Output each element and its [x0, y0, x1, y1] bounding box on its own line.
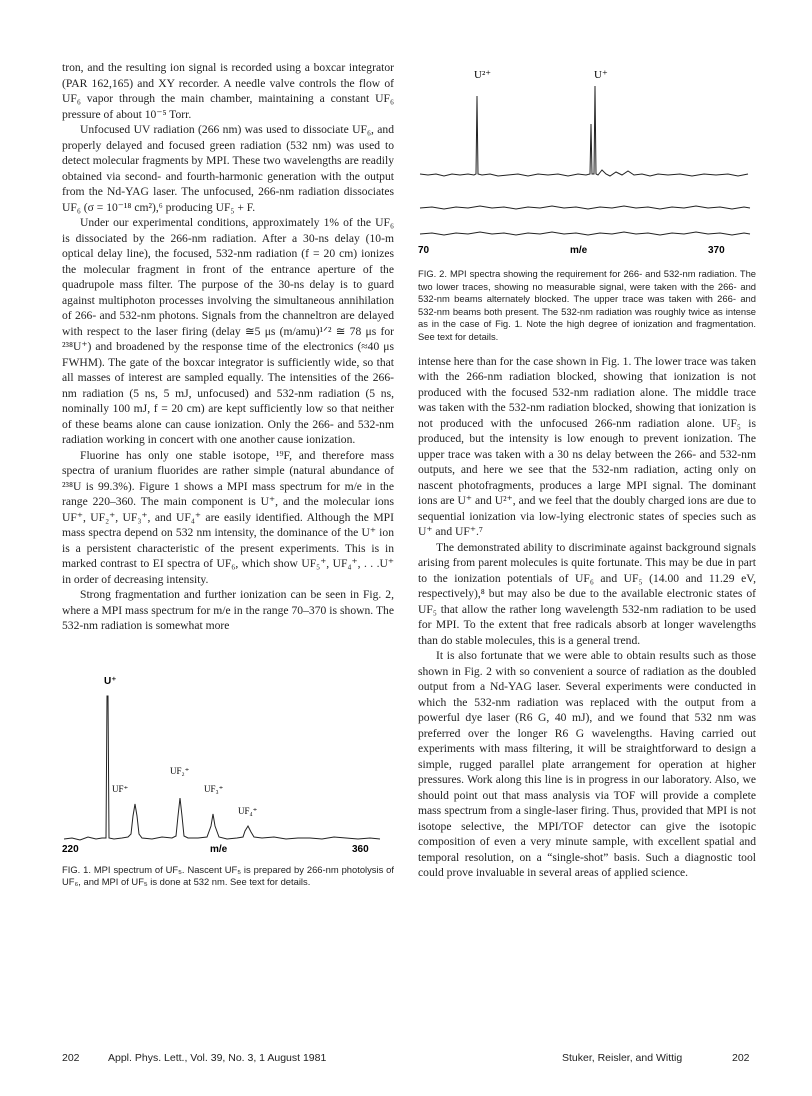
paragraph-fluorine: Fluorine has only one stable isotope, ¹⁹F, and therefore mass spectra of uranium fluorides are rather simple (natural abundance of ²³⁸U is 99.3%). Figure 1 shows a MPI mass spectrum for m/e in the range 220–360. The main component is U⁺, and the molecular ions UF⁺, UF₂⁺, UF₃⁺, and UF₄⁺ are easily identified. Although the MPI mass spectra depend on 532 nm intensity, the dominance of the U⁺ ion is a persistent characteristic of the present experiments. This is in marked contrast to EI spectra of UF₆, which show UF₅⁺, UF₄⁺, . . .U⁺ in order of decreasing intensity. — [62, 448, 394, 586]
fig1-peak-label-uf2: UF₂⁺ — [170, 765, 190, 776]
figure-2-caption: FIG. 2. MPI spectra showing the requirement for 266- and 532-nm radiation. The two lower traces, showing no measurable signal, were taken with the 266- and 532-nm beams alternately blocked. The upper trace was taken with 266- and 532-nm beams both present. The 532-nm radiation was roughly twice as intense as in the case of Fig. 1. Note the high degree of ionization and fragmentation. See text for details. — [418, 268, 756, 342]
paragraph-discrimination: The demonstrated ability to discriminate against background signals arising from parent molecules is quite fortunate. This may be due in part to the ionization potentials of UF₆ and UF₅ (14.00 and 11.29 eV, respectively),⁸ but may also be due to the available electronic states of UF₅ that allow the rather long wavelength 532-nm radiation to be used for MPI. To the extent that free radicals absorb at longer wavelengths than do stable molecules, this is a general trend. — [418, 540, 756, 647]
figure-1 — [62, 656, 394, 889]
paragraph-traces: intense here than for the case shown in Fig. 1. The lower trace was taken with the 266-nm radiation blocked, showing that ionization is not produced with the focused 532-nm radiation alone. The middle trace was taken with the 532-nm radiation blocked, showing that ionization is not produced with the unfocused 266-nm radiation alone. UF₅ is produced, but the intensity is low enough to prevent ionization. The upper trace was taken with a 30 ns delay between the 266- and 532-nm outputs, and here we see that the 532-nm radiation, acting only on nascent photofragments, produces a large MPI signal. The dominant ions are U⁺ and U²⁺, and we feel that the doubly charged ions are due to sequential ionization via low-lying electronic states of species such as U⁺ and UF⁺.⁷ — [418, 354, 756, 539]
paragraph-fragmentation: Strong fragmentation and further ionization can be seen in Fig. 2, where a MPI mass spectrum for m/e in the range 70–370 is shown. The 532-nm radiation is somewhat more — [62, 588, 394, 632]
fig1-peak-label-uf3: UF₃⁺ — [204, 783, 224, 794]
fig2-x-axis-label: m/e — [570, 245, 588, 256]
fig2-lower-trace — [420, 232, 750, 235]
page-footer — [62, 1052, 756, 1066]
figure-1-spectrum — [62, 656, 394, 856]
fig1-peak-label-u: U⁺ — [104, 675, 117, 687]
author-list: Stuker, Reisler, and Wittig — [562, 1052, 683, 1064]
paragraph-convenient-source: It is also fortunate that we were able to obtain results such as those shown in Fig. 2 with so convenient a source of radiation as the doubled output from a Nd-YAG laser. Several experiments were conducted in which the 532-nm radiation was replaced with the output from a powerful dye laser (R6 G, 40 mJ), and we found that 532 nm was preferred over the longer R6 G wavelengths. Having carried out experiments with mass filtering, it will be straightforward to design a simple, rugged parallel plate arrangement for operation at higher pressures. Work along this line is in progress in our laboratory. Also, we should point out that mass analysis via TOF will provide a complete mass spectrum from a single-laser firing. Thus, provided that MPI is not isotope selective, the MPI/TOF detector can give the isotopic composition of even a very minute sample, with excellent spatial and temporal resolution, on a “single-shot” basis. Such a diagnostic tool could prove invaluable in several areas of applied science. — [418, 649, 756, 880]
fig2-peak-label-u2: U²⁺ — [474, 69, 492, 81]
journal-citation: Appl. Phys. Lett., Vol. 39, No. 3, 1 August 1981 — [108, 1052, 327, 1064]
paragraph-method: Unfocused UV radiation (266 nm) was used to dissociate UF₆, and properly delayed and focused green radiation (532 nm) was used to detect molecular fragments by MPI. These two wavelengths are readily obtained via second- and fourth-harmonic generation with the output from the Nd-YAG laser. The unfocused, 266-nm radiation dissociates UF₆ (σ = 10⁻¹⁸ cm²),⁶ producing UF₅ + F. — [62, 123, 394, 214]
paragraph-continuation: tron, and the resulting ion signal is recorded using a boxcar integrator (PAR 162,165) and XY recorder. A needle valve controls the flow of UF₆ vapor through the main chamber, maintaining a constant UF₆ pressure of about 10⁻⁵ Torr. — [62, 61, 394, 121]
fig1-x-axis-label: m/e — [210, 843, 228, 855]
left-column — [62, 60, 394, 889]
paragraph-conditions: Under our experimental conditions, approximately 1% of the UF₆ is dissociated by the 266-nm radiation. After a 30-ns delay (10-m optical delay line), the focused, 532-nm radiation (f = 20 cm) ionizes the molecular fragment in front of the entrance aperture of the quadrupole mass filter. The purpose of the 30-ns delay is to guard against multiphoton processes involving the simultaneous annihilation of 266- and 532-nm photons. Signals from the channeltron are delayed with respect to the laser firing (delay ≅5 μs (m/amu)¹ᐟ² ≅ 78 μs for ²³⁸U⁺) and broadened by the response time of the electronics (≈40 μs FWHM). The gate of the boxcar integrator is sufficiently wide, so that all masses of interest are sampled equally. The intensities of the 266-nm radiation (5 ns, 5 mJ, unfocused) and 532-nm radiation (5 ns, nominally 100 mJ, f = 20 cm) are kept sufficiently low so that neither of these beams alone can cause ionization. Only the 266- and 532-nm radiation working in concert with one another cause ionization. — [62, 216, 394, 446]
fig2-x-min-label: 70 — [418, 245, 430, 256]
fig1-peak-label-uf: UF⁺ — [112, 783, 129, 794]
fig2-peak-label-u: U⁺ — [594, 69, 608, 81]
fig2-middle-trace — [420, 206, 750, 209]
page-number-left: 202 — [62, 1052, 80, 1064]
fig2-x-max-label: 370 — [708, 245, 725, 256]
fig2-upper-trace — [420, 86, 748, 176]
figure-2-spectrum — [418, 66, 756, 258]
figure-2 — [418, 66, 756, 344]
page-number-right: 202 — [732, 1052, 750, 1064]
fig1-x-max-label: 360 — [352, 843, 369, 855]
fig1-peak-label-uf4: UF₄⁺ — [238, 805, 258, 816]
right-column — [418, 66, 756, 881]
fig1-spectrum-trace — [64, 696, 380, 840]
figure-1-caption: FIG. 1. MPI spectrum of UF₅. Nascent UF₅ is prepared by 266-nm photolysis of UF₆, and MPI of UF₅ is done at 532 nm. See text for details. — [62, 863, 394, 888]
fig1-x-min-label: 220 — [62, 843, 79, 855]
